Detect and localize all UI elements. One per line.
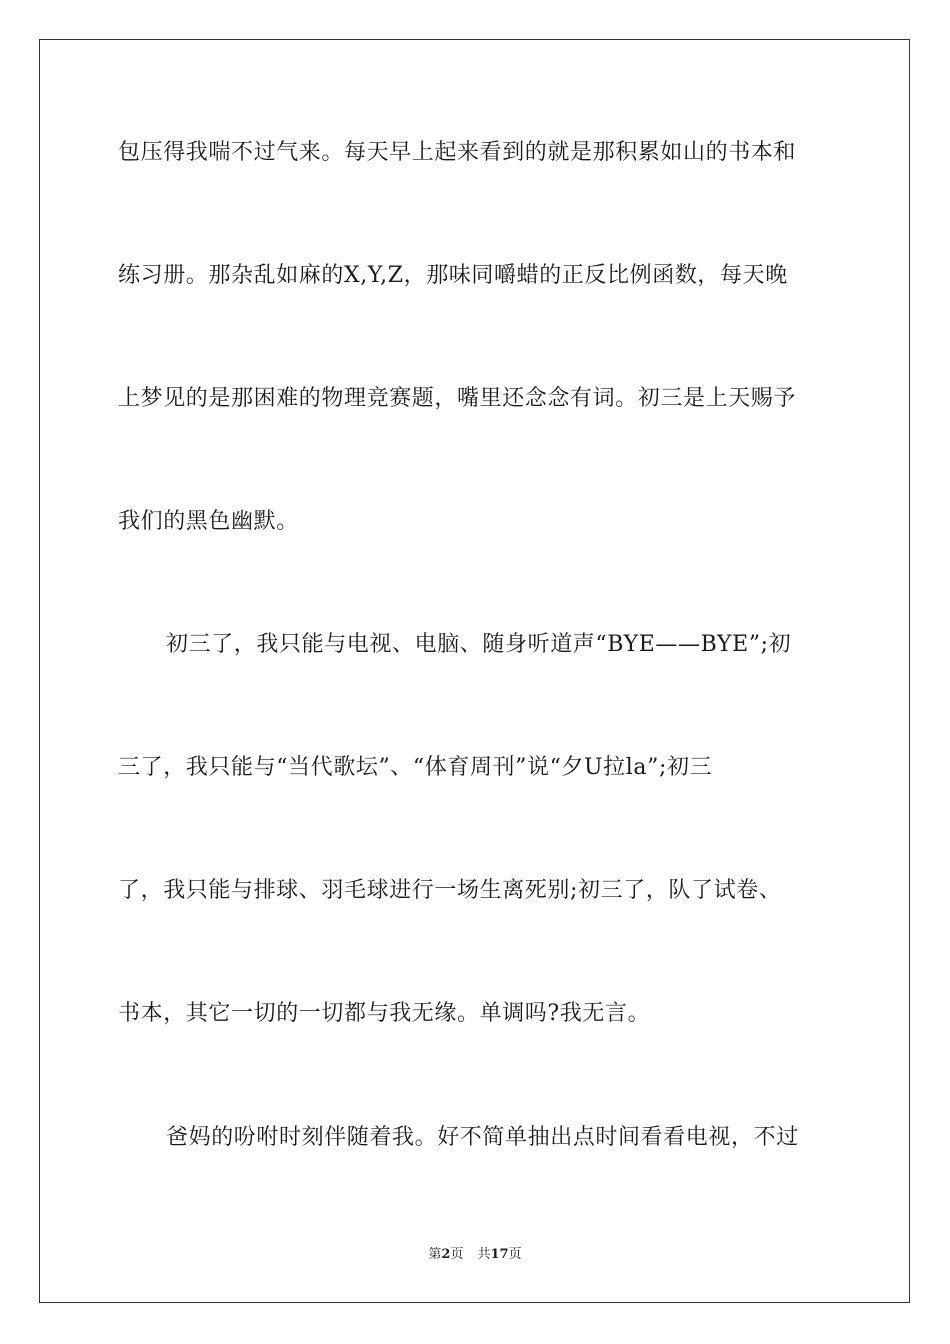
text-line-1: 包压得我喘不过气来。每天早上起来看到的就是那积累如山的书本和 bbox=[118, 140, 797, 165]
text-line-8: 书本，其它一切的一切都与我无缘。单调吗?我无言。 bbox=[118, 1001, 651, 1026]
text-line-2: 练习册。那杂乱如麻的X,Y,Z，那味同嚼蜡的正反比例函数，每天晚 bbox=[118, 263, 788, 288]
footer-total-suffix: 页 bbox=[508, 1247, 522, 1262]
text-line-4: 我们的黑色幽默。 bbox=[118, 509, 299, 534]
page-frame bbox=[39, 39, 910, 1303]
text-line-6: 三了，我只能与“当代歌坛”、“体育周刊”说“夕U拉la”;初三 bbox=[118, 755, 713, 780]
footer-page-suffix: 页 bbox=[450, 1247, 464, 1262]
footer-page-current: 2 bbox=[441, 1247, 451, 1262]
text-line-7: 了，我只能与排球、羽毛球进行一场生离死别;初三了，队了试卷、 bbox=[118, 878, 782, 903]
footer-page-prefix: 第 bbox=[428, 1247, 442, 1262]
text-line-5: 初三了，我只能与电视、电脑、随身听道声“BYE——BYE”;初 bbox=[166, 632, 792, 657]
text-line-3: 上梦见的是那困难的物理竞赛题，嘴里还念念有词。初三是上天赐予 bbox=[118, 386, 797, 411]
footer-total-prefix: 共 bbox=[477, 1247, 491, 1262]
page-footer bbox=[0, 1246, 950, 1264]
text-line-9: 爸妈的吩咐时刻伴随着我。好不简单抽出点时间看看电视，不过 bbox=[166, 1125, 799, 1150]
footer-total-pages: 17 bbox=[490, 1247, 509, 1262]
